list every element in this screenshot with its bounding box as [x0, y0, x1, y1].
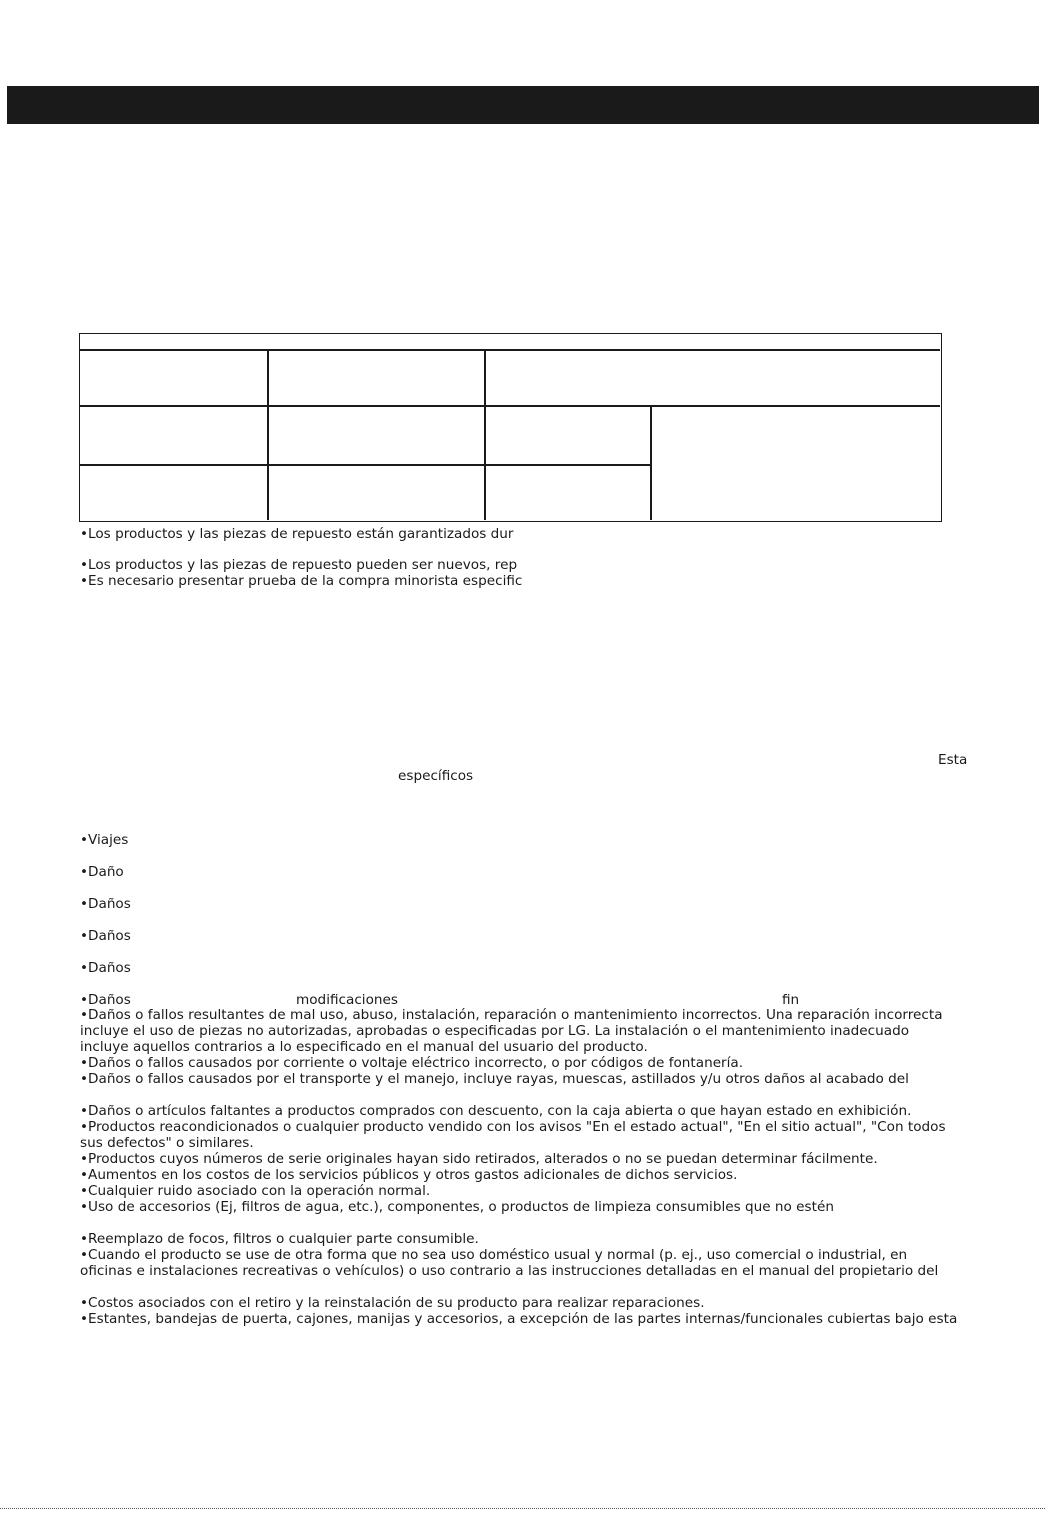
- list-item: •Daños: [80, 960, 131, 976]
- exclusion-line: •Aumentos en los costos de los servicios públicos y otros gastos adicionales de dichos servicios.: [80, 1167, 738, 1183]
- exclusion-line: incluye el uso de piezas no autorizadas, aprobadas o especificadas por LG. La instalación o el mantenimiento inadecuado: [80, 1023, 910, 1039]
- exclusion-line: •Cualquier ruido asociado con la operación normal.: [80, 1183, 431, 1199]
- text-fragment-modificaciones: modificaciones: [296, 992, 398, 1008]
- bottom-dotted-rule: [0, 1508, 1045, 1509]
- text-fragment-especificos: específicos: [398, 768, 474, 784]
- table-note: •Es necesario presentar prueba de la compra minorista especific: [80, 573, 523, 589]
- table-column-divider: [484, 349, 486, 520]
- exclusion-line: •Daños o artículos faltantes a productos comprados con descuento, con la caja abierta o que hayan estado en exhibición.: [80, 1103, 912, 1119]
- text-fragment-esta: Esta: [938, 752, 968, 768]
- list-item: •Daño: [80, 864, 124, 880]
- exclusion-line: •Uso de accesorios (Ej, filtros de agua, etc.), componentes, o productos de limpieza consumibles que no estén: [80, 1199, 834, 1215]
- list-item: •Daños: [80, 896, 131, 912]
- table-row-divider: [80, 405, 940, 407]
- exclusion-line: •Estantes, bandejas de puerta, cajones, manijas y accesorios, a excepción de las partes internas/funcionales cubiertas bajo esta: [80, 1311, 958, 1327]
- warranty-table: [79, 333, 942, 522]
- exclusion-line: •Daños o fallos resultantes de mal uso, abuso, instalación, reparación o mantenimiento incorrectos. Una reparación incorrecta: [80, 1007, 943, 1023]
- exclusion-line: •Costos asociados con el retiro y la reinstalación de su producto para realizar reparaciones.: [80, 1295, 705, 1311]
- list-item: •Daños: [80, 928, 131, 944]
- text-fragment-fin: fin: [782, 992, 800, 1008]
- exclusion-line: •Daños o fallos causados por corriente o voltaje eléctrico incorrecto, o por códigos de fontanería.: [80, 1055, 744, 1071]
- header-bar: [7, 86, 1039, 124]
- exclusion-line: •Productos reacondicionados o cualquier producto vendido con los avisos "En el estado actual", "En el sitio actual", "Con todos: [80, 1119, 946, 1135]
- exclusion-line: oficinas e instalaciones recreativas o vehículos) o uso contrario a las instrucciones detalladas en el manual del propietario del: [80, 1263, 939, 1279]
- list-item: •Viajes: [80, 832, 129, 848]
- exclusion-line: incluye aquellos contrarios a lo especificado en el manual del usuario del producto.: [80, 1039, 648, 1055]
- table-column-divider: [650, 405, 652, 520]
- list-item: •Daños: [80, 992, 131, 1008]
- table-column-divider: [267, 349, 269, 520]
- exclusion-line: sus defectos" o similares.: [80, 1135, 254, 1151]
- exclusion-line: •Daños o fallos causados por el transporte y el manejo, incluye rayas, muescas, astillados y/u otros daños al acabado del: [80, 1071, 909, 1087]
- table-header-divider: [80, 349, 940, 351]
- table-note: •Los productos y las piezas de repuesto están garantizados dur: [80, 526, 514, 542]
- exclusion-line: •Cuando el producto se use de otra forma que no sea uso doméstico usual y normal (p. ej., uso comercial o industrial, en: [80, 1247, 908, 1263]
- exclusion-line: •Productos cuyos números de serie originales hayan sido retirados, alterados o no se puedan determinar fácilmente.: [80, 1151, 878, 1167]
- table-row-divider: [80, 464, 650, 466]
- exclusion-line: •Reemplazo de focos, filtros o cualquier parte consumible.: [80, 1231, 479, 1247]
- table-note: •Los productos y las piezas de repuesto pueden ser nuevos, rep: [80, 557, 518, 573]
